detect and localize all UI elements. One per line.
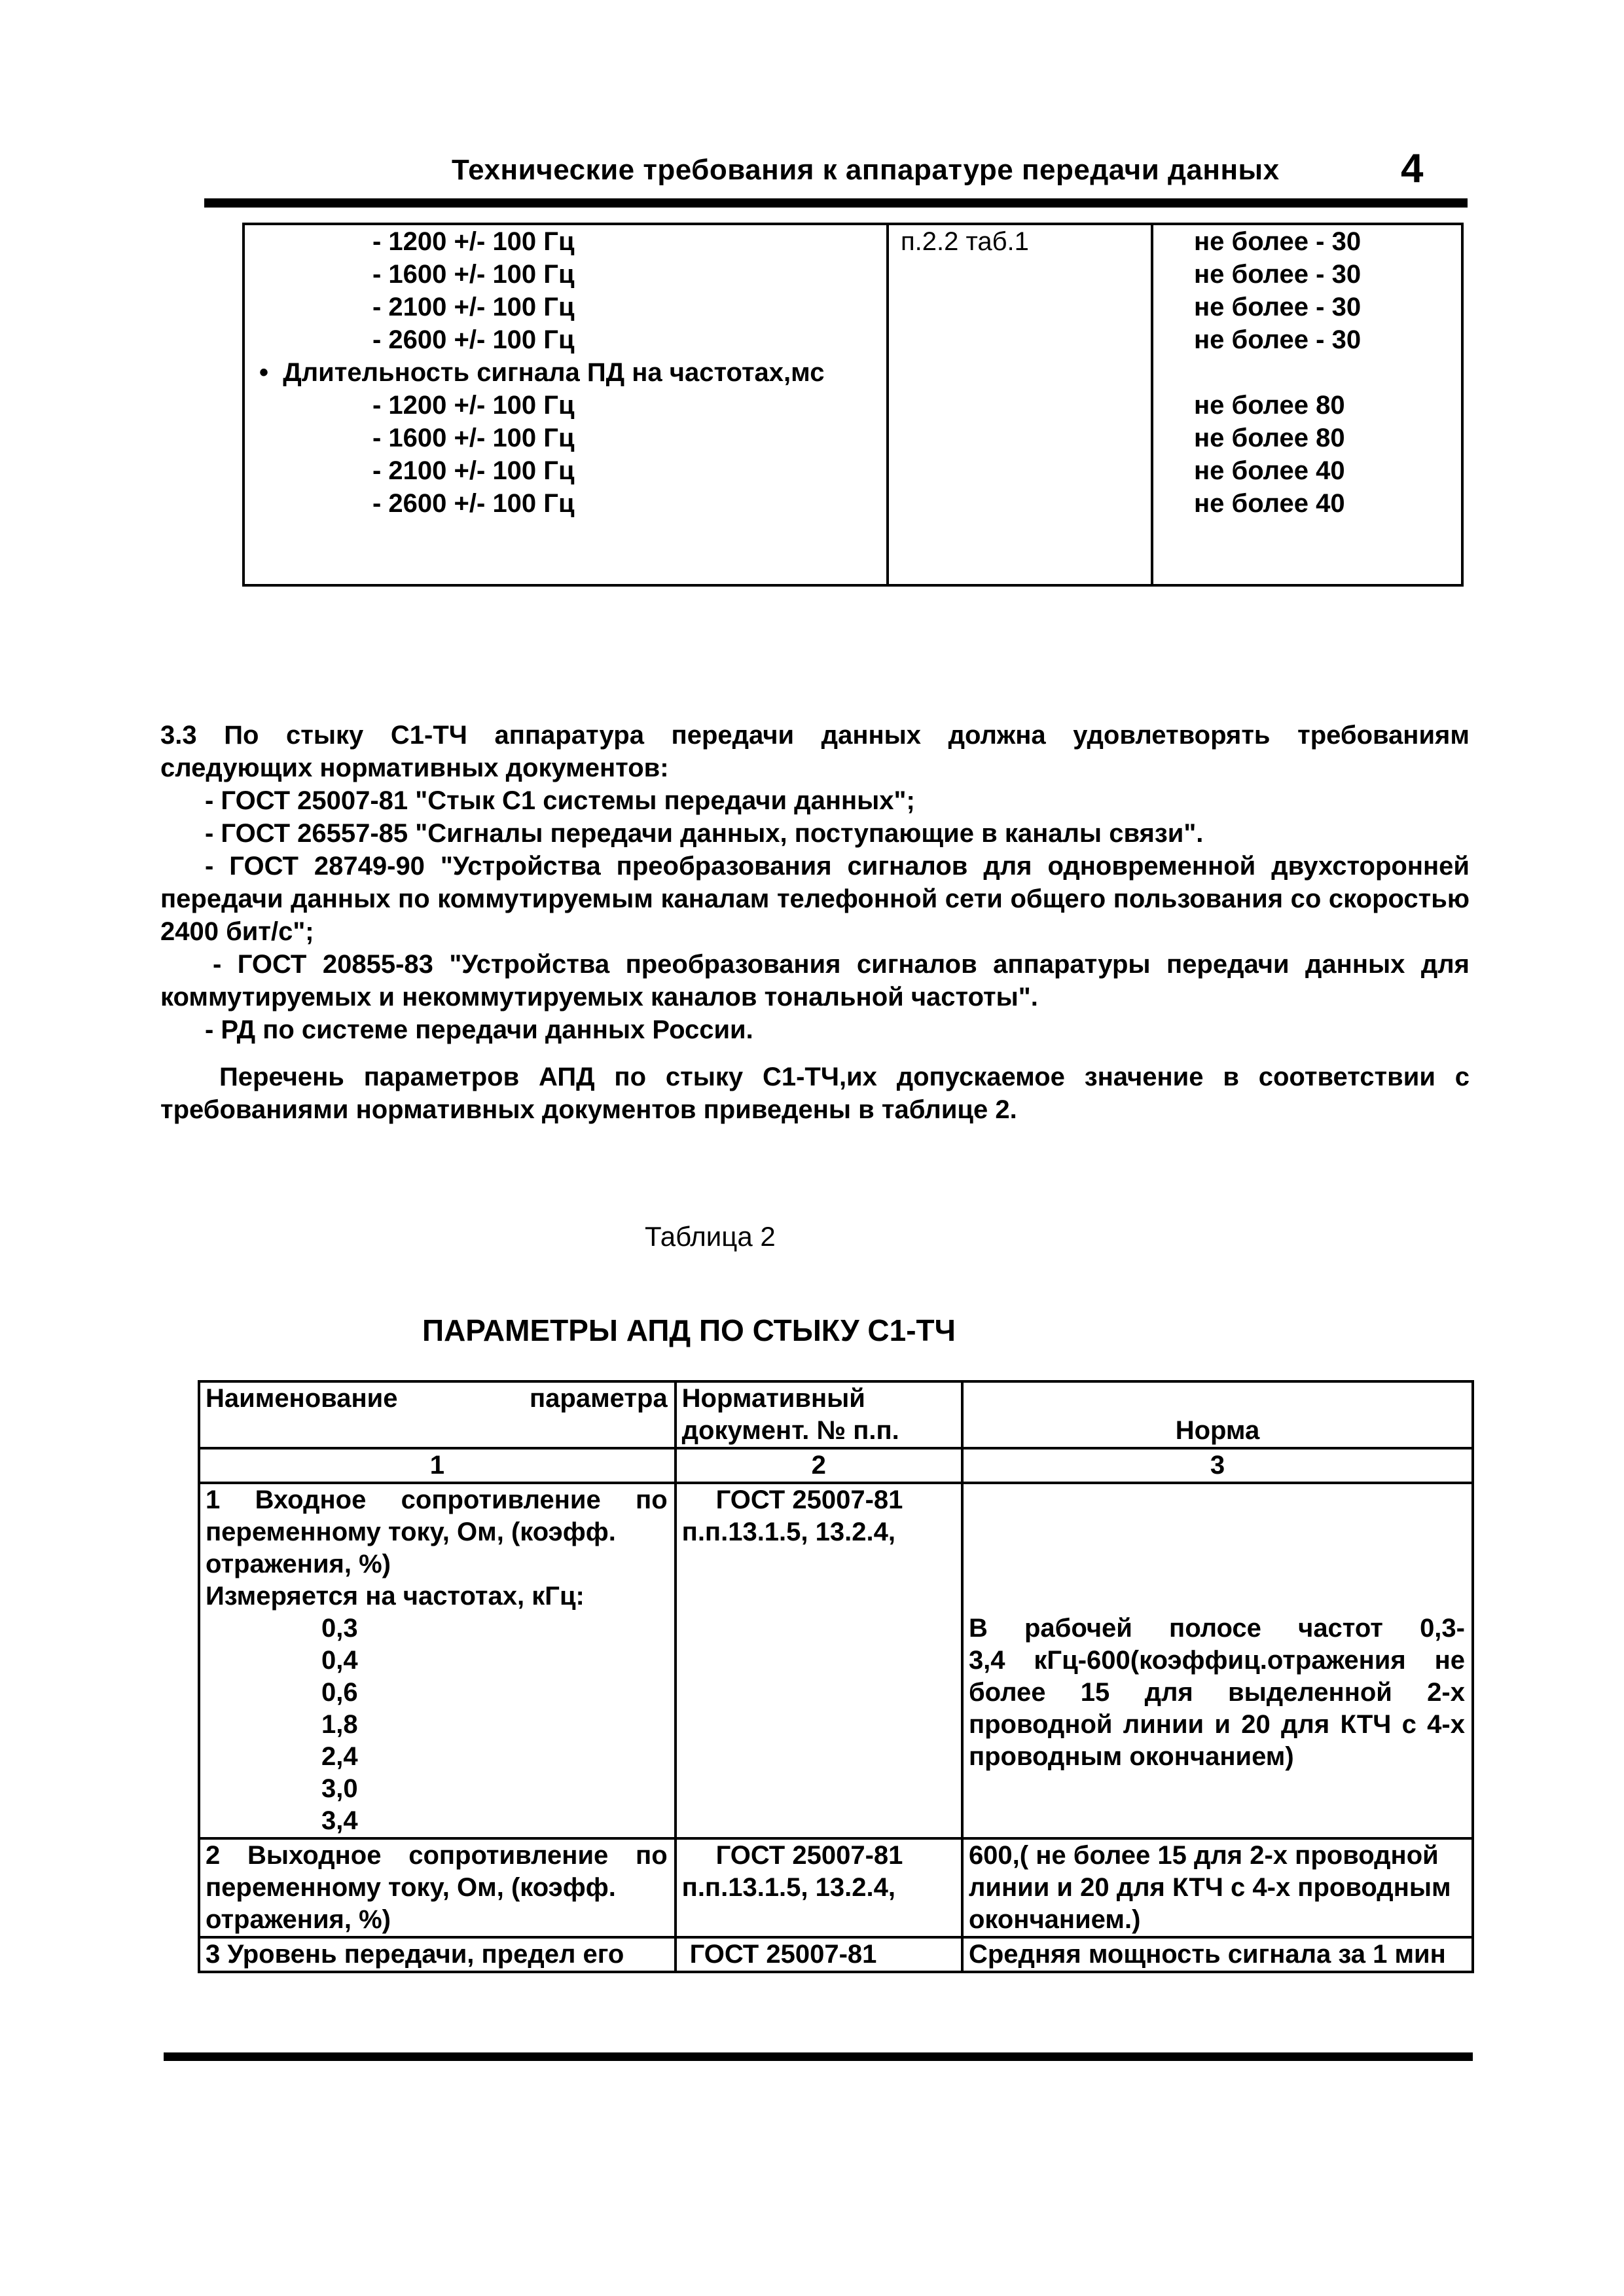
row2-norm	[962, 1838, 1473, 1937]
page-number: 4	[1401, 146, 1424, 191]
row1-norm	[962, 1483, 1473, 1838]
row3-param-line: 3 Уровень передачи, предел его	[206, 1940, 624, 1969]
table-2-title: ПАРАМЕТРЫ АПД ПО СТЫКУ С1-ТЧ	[422, 1313, 956, 1347]
frequency-value: 2,4	[321, 1742, 358, 1771]
t1-param-line: - 2100 +/- 100 Гц	[372, 456, 575, 485]
gost-item: - ГОСТ 28749-90 "Устройства преобразования сигналов для одновременной двухсторонней	[205, 852, 1470, 881]
table-row	[199, 1937, 1473, 1972]
row2-param	[199, 1838, 676, 1937]
t1-col-norm	[1152, 224, 1462, 585]
row1-norm-line: В рабочей полосе частот 0,3-	[968, 1614, 1465, 1643]
frequency-value: 3,4	[321, 1806, 358, 1835]
gost-item: - ГОСТ 25007-81 "Стык С1 системы передачи данных";	[205, 786, 915, 815]
header-doc	[676, 1381, 962, 1448]
t1-param-bullet-line	[245, 356, 886, 389]
row2-param-line: отражения, %)	[206, 1905, 391, 1934]
header-rule	[204, 198, 1468, 208]
gost-item: - ГОСТ 20855-83 "Устройства преобразования сигналов аппаратуры передачи данных для	[213, 950, 1470, 979]
row2-doc-line: ГОСТ 25007-81	[715, 1841, 903, 1870]
row1-norm-line: 3,4 кГц-600(коэффиц.отражения не	[968, 1646, 1465, 1675]
row2-norm-line: окончанием.)	[968, 1905, 1141, 1934]
rd-item: - РД по системе передачи данных России.	[205, 1015, 753, 1044]
t1-param-line: - 2100 +/- 100 Гц	[372, 293, 575, 321]
gost-item: - ГОСТ 26557-85 "Сигналы передачи данных, поступающие в каналы связи".	[205, 819, 1204, 848]
paragraph-line: требованиями нормативных документов приведены в таблице 2.	[160, 1095, 1017, 1124]
frequency-value: 0,6	[321, 1678, 358, 1707]
row2-norm-line: линии и 20 для КТЧ с 4-х проводным	[968, 1873, 1451, 1902]
row1-norm-line: проводной линии и 20 для КТЧ с 4-х	[968, 1710, 1465, 1739]
t1-param-line: - 1600 +/- 100 Гц	[372, 424, 575, 452]
t1-norm-line: не более - 30	[1194, 260, 1362, 289]
col-number: 3	[962, 1448, 1473, 1483]
paragraph-line: передачи данных по коммутируемым каналам телефонной сети общего пользования со скоростью	[160, 884, 1470, 913]
row2-param-line: переменному току, Ом, (коэфф.	[206, 1873, 616, 1902]
header-doc-a: Нормативный	[681, 1384, 865, 1413]
footer-rule	[164, 2052, 1473, 2061]
t1-norm-line: не более 80	[1194, 424, 1345, 452]
t1-param-line: - 2600 +/- 100 Гц	[372, 325, 575, 354]
row3-doc	[676, 1937, 962, 1972]
paragraph-line: 3.3 По стыку С1-ТЧ аппаратура передачи данных должна удовлетворять требованиям	[160, 721, 1470, 750]
header-param-a: Наименование	[206, 1384, 398, 1413]
bullet-icon: •	[259, 358, 269, 387]
row1-doc	[676, 1483, 962, 1838]
row3-doc-line: ГОСТ 25007-81	[689, 1940, 877, 1969]
header-norm: Норма	[962, 1381, 1473, 1448]
table-row	[199, 1483, 1473, 1838]
frequency-value: 0,3	[321, 1614, 358, 1643]
frequency-value: 3,0	[321, 1774, 358, 1803]
row1-doc-line: п.п.13.1.5, 13.2.4,	[681, 1518, 895, 1546]
row2-norm-line: 600,( не более 15 для 2-х проводной	[968, 1841, 1439, 1870]
row1-doc-line: ГОСТ 25007-81	[715, 1485, 903, 1514]
row2-doc	[676, 1838, 962, 1937]
col-number: 2	[676, 1448, 962, 1483]
paragraph-line: коммутируемых и некоммутируемых каналов тональной частоты".	[160, 983, 1038, 1011]
paragraph-line: следующих нормативных документов:	[160, 754, 669, 782]
row2-doc-line: п.п.13.1.5, 13.2.4,	[681, 1873, 895, 1902]
header-doc-b: документ. № п.п.	[681, 1416, 899, 1445]
row3-norm-line: Средняя мощность сигнала за 1 мин	[968, 1940, 1446, 1969]
table-reference-paragraph	[160, 1061, 1470, 1126]
section-3-3	[160, 719, 1470, 1046]
t1-param-line: - 1200 +/- 100 Гц	[372, 391, 575, 420]
row1-param	[199, 1483, 676, 1838]
continuation-table	[242, 223, 1464, 587]
frequency-value: 0,4	[321, 1646, 358, 1675]
row2-param-line: 2 Выходное сопротивление по	[206, 1841, 668, 1870]
row1-param-line: Измеряется на частотах, кГц:	[206, 1582, 585, 1611]
table-2-label: Таблица 2	[645, 1221, 776, 1252]
running-header-title: Технические требования к аппаратуре передачи данных	[452, 154, 1280, 186]
row1-param-line: переменному току, Ом, (коэфф.	[206, 1518, 616, 1546]
row3-param	[199, 1937, 676, 1972]
t1-norm-line: не более - 30	[1194, 227, 1362, 256]
header-param	[199, 1381, 676, 1448]
t1-col-param	[244, 224, 888, 585]
row1-param-line: 1 Входное сопротивление по	[206, 1485, 668, 1514]
t1-norm-line: не более - 30	[1194, 293, 1362, 321]
t1-param-line: - 2600 +/- 100 Гц	[372, 489, 575, 518]
frequency-value: 1,8	[321, 1710, 358, 1739]
t1-param-line: - 1200 +/- 100 Гц	[372, 227, 575, 256]
t1-norm-line: не более 80	[1194, 391, 1345, 420]
t1-norm-line: не более 40	[1194, 456, 1345, 485]
row3-norm	[962, 1937, 1473, 1972]
row1-norm-line: более 15 для выделенной 2-х	[968, 1678, 1465, 1707]
parameters-table	[198, 1380, 1474, 1973]
paragraph-line: Перечень параметров АПД по стыку С1-ТЧ,их допускаемое значение в соответствии с	[219, 1063, 1470, 1091]
header-param-b: параметра	[529, 1384, 668, 1413]
t1-duration-heading: Длительность сигнала ПД на частотах,мс	[283, 358, 825, 387]
t1-ref: п.2.2 таб.1	[901, 227, 1029, 256]
t1-param-line: - 1600 +/- 100 Гц	[372, 260, 575, 289]
paragraph-line: 2400 бит/с";	[160, 917, 314, 946]
row1-norm-line: проводным окончанием)	[968, 1742, 1294, 1771]
t1-col-ref	[888, 224, 1152, 585]
t1-norm-line: не более 40	[1194, 489, 1345, 518]
col-number: 1	[199, 1448, 676, 1483]
t1-norm-line: не более - 30	[1194, 325, 1362, 354]
table-row	[199, 1838, 1473, 1937]
row1-param-line: отражения, %)	[206, 1550, 391, 1578]
